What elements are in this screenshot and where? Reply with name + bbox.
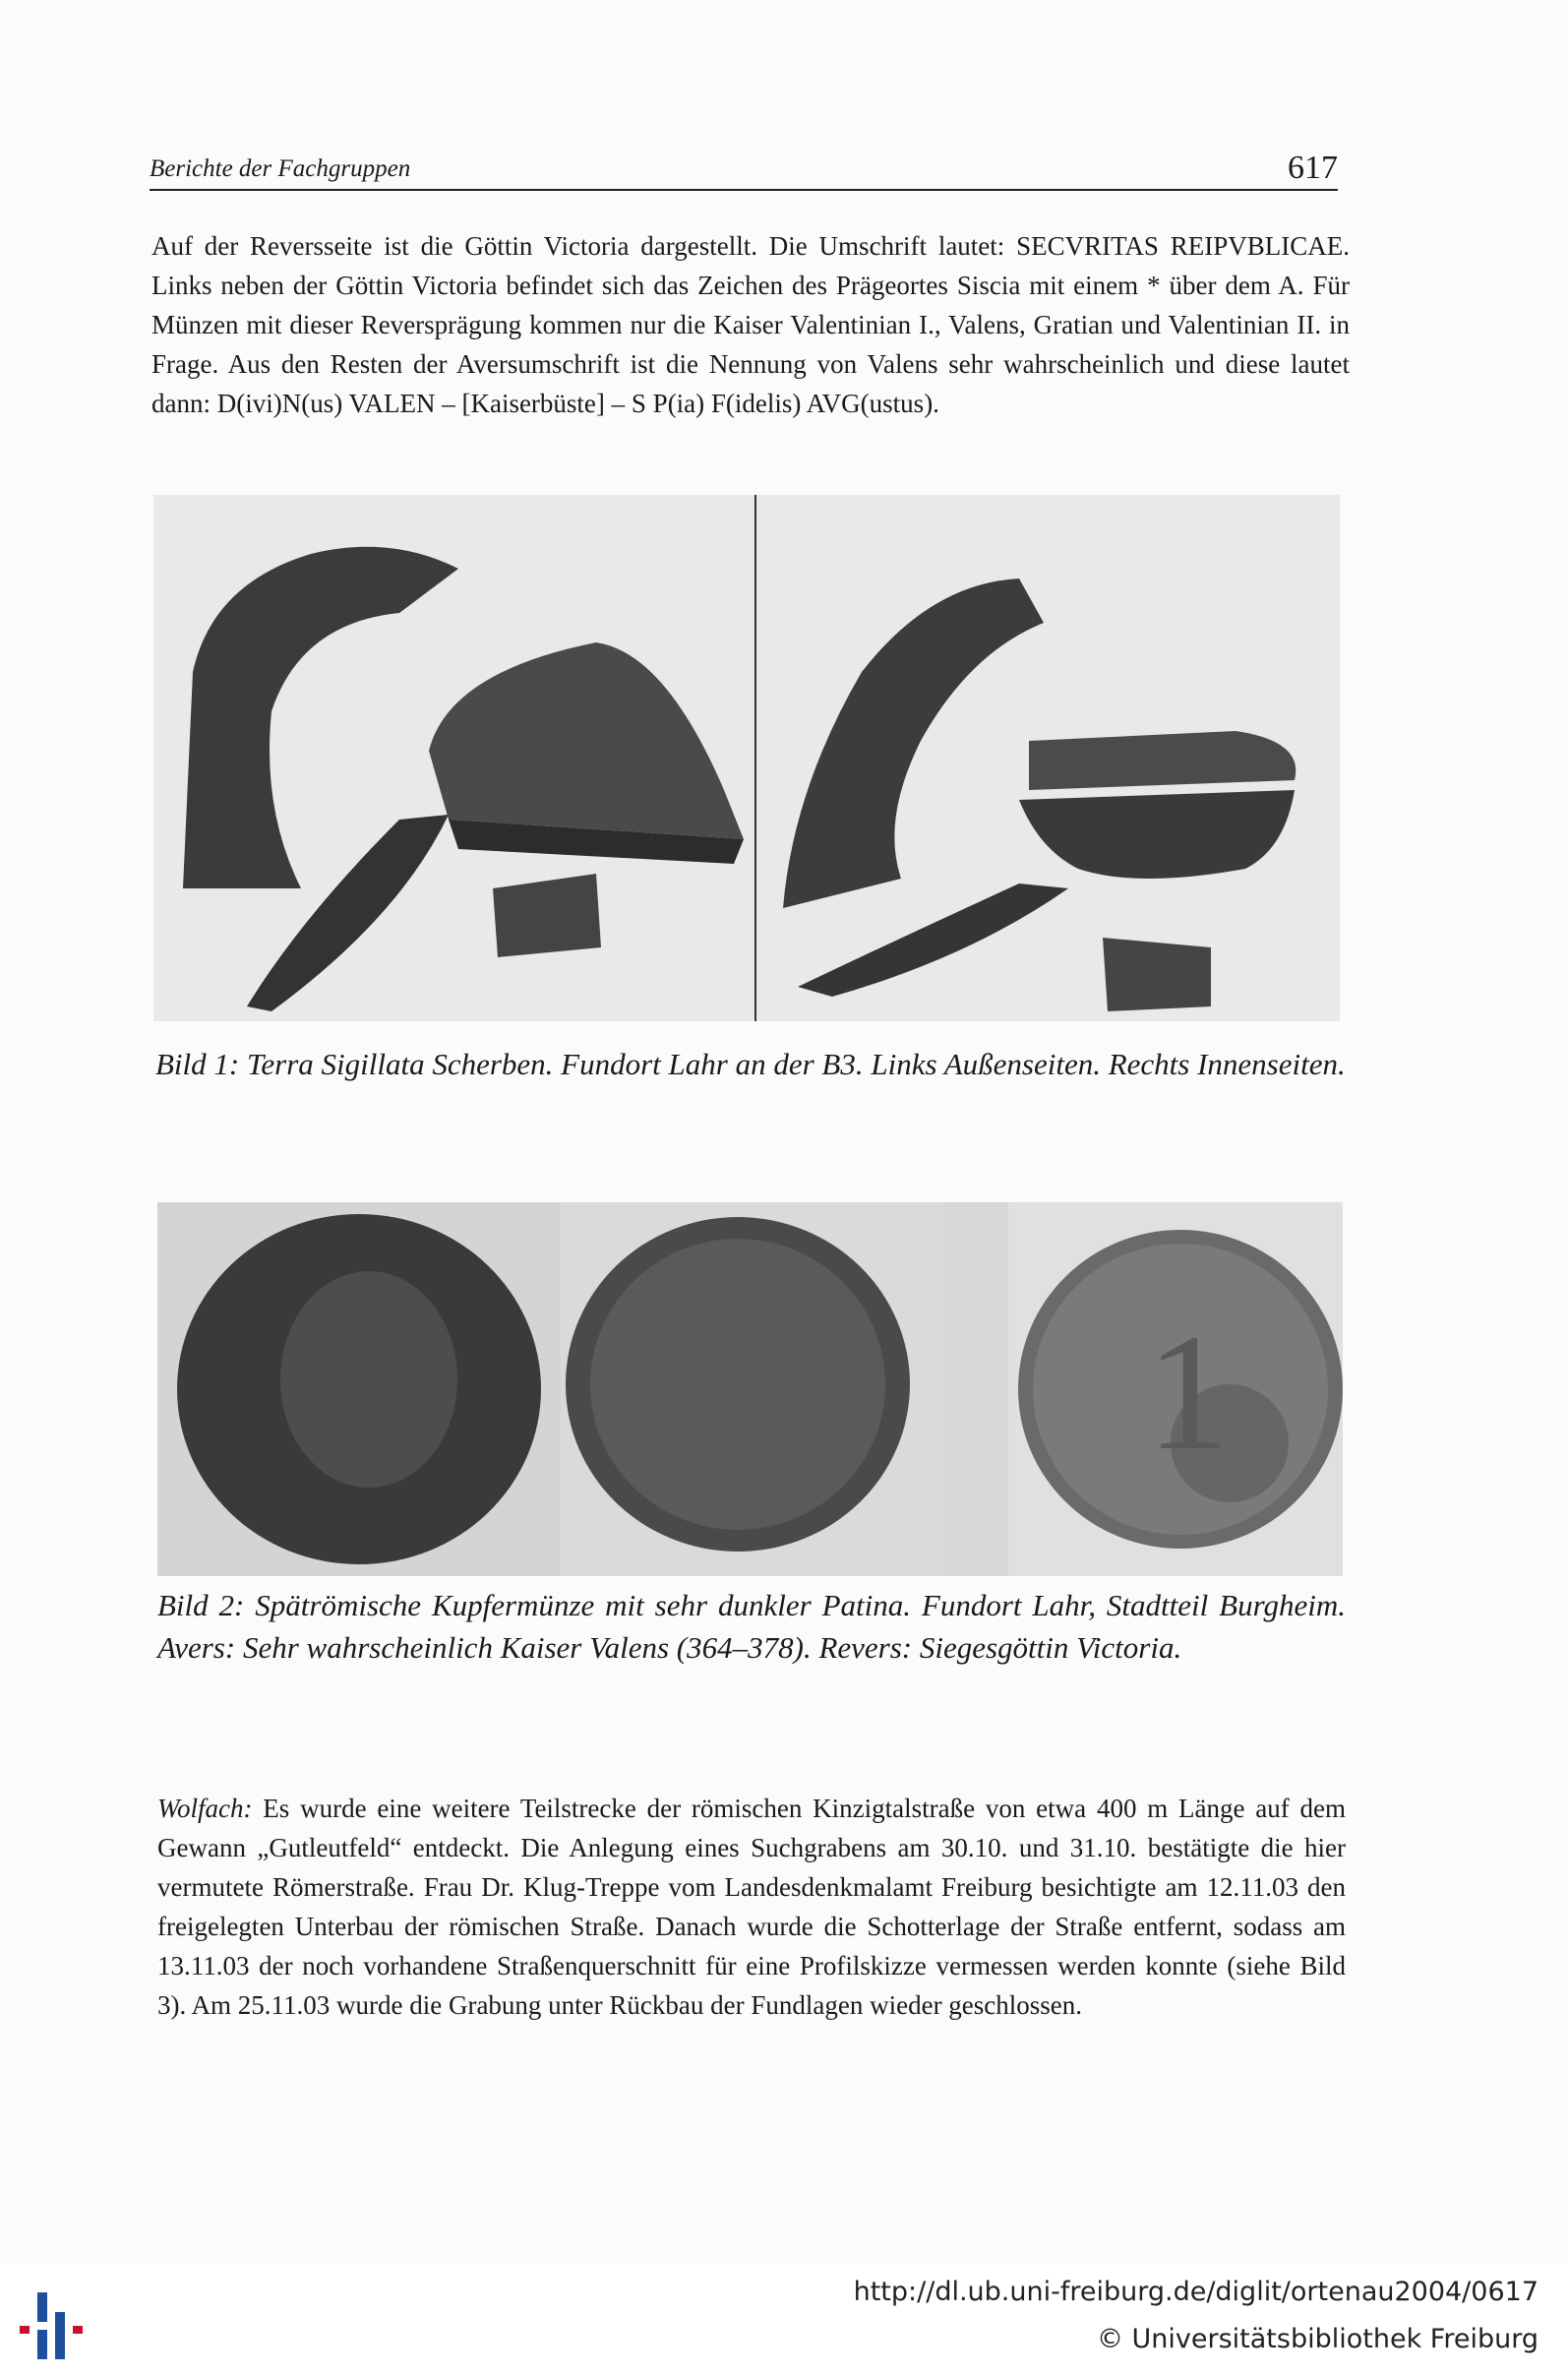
body-paragraph-coin: Auf der Reversseite ist die Göttin Victoria dargestellt. Die Umschrift lautet: SECVRITAS REIPVBLICAE. Links neben der Göttin Victoria befindet sich das Zeichen des Prägeortes Siscia mit einem * über dem A. Für Münzen mit dieser Reversprägung kommen nur die Kaiser Valentinian I., Valens, Gratian und Valentinian II. in Frage. Aus den Resten der Aversumschrift ist die Nennung von Valens sehr wahrscheinlich und diese lautet dann: D(ivi)N(us) VALEN – [Kaiserbüste] – S P(ia) F(idelis) AVG(ustus). [151, 231, 1350, 418]
photo-roman-coin [157, 1202, 1343, 1576]
copyright-notice: © Universitätsbibliothek Freiburg [1096, 2324, 1538, 2354]
body-paragraph-wolfach [157, 1789, 1346, 2025]
page-number: 617 [1288, 150, 1338, 186]
photo-terra-sigillata-sherds [153, 495, 1340, 1021]
figure-1-caption: Bild 1: Terra Sigillata Scherben. Fundort Lahr an der B3. Links Außenseiten. Rechts Innenseiten. [155, 1047, 1346, 1081]
svg-text:1: 1 [1146, 1300, 1230, 1485]
paragraph-lead-place: Wolfach: [157, 1794, 253, 1823]
ub-freiburg-logo-icon [18, 2283, 96, 2361]
figure-2-caption: Bild 2: Spätrömische Kupfermünze mit sehr dunkler Patina. Fundort Lahr, Stadtteil Burgheim. Avers: Sehr wahrscheinlich Kaiser Valens (364–378). Revers: Siegesgöttin Victoria. [157, 1588, 1346, 1665]
running-head [150, 146, 1338, 191]
permalink-url[interactable]: http://dl.ub.uni-freiburg.de/diglit/ortenau2004/0617 [853, 2277, 1538, 2307]
paragraph-text: Es wurde eine weitere Teilstrecke der römischen Kinzigtalstraße von etwa 400 m Länge auf dem Gewann „Gutleutfeld“ entdeckt. Die Anlegung eines Suchgrabens am 30.10. und 31.10. bestätigte die hier vermutete Römerstraße. Frau Dr. Klug-Treppe vom Landesdenkmalamt Freiburg besichtigte am 12.11.03 den freigelegten Unterbau der römischen Straße. Danach wurde die Schotterlage der Straße entfernt, sodass am 13.11.03 der noch vorhandene Straßenquerschnitt für eine Profilskizze vermessen werden konnte (siehe Bild 3). Am 25.11.03 wurde die Grabung unter Rückbau der Fundlagen wieder geschlossen. [157, 1794, 1346, 2020]
section-title: Berichte der Fachgruppen [150, 155, 411, 182]
viewer-footer [0, 2263, 1568, 2376]
